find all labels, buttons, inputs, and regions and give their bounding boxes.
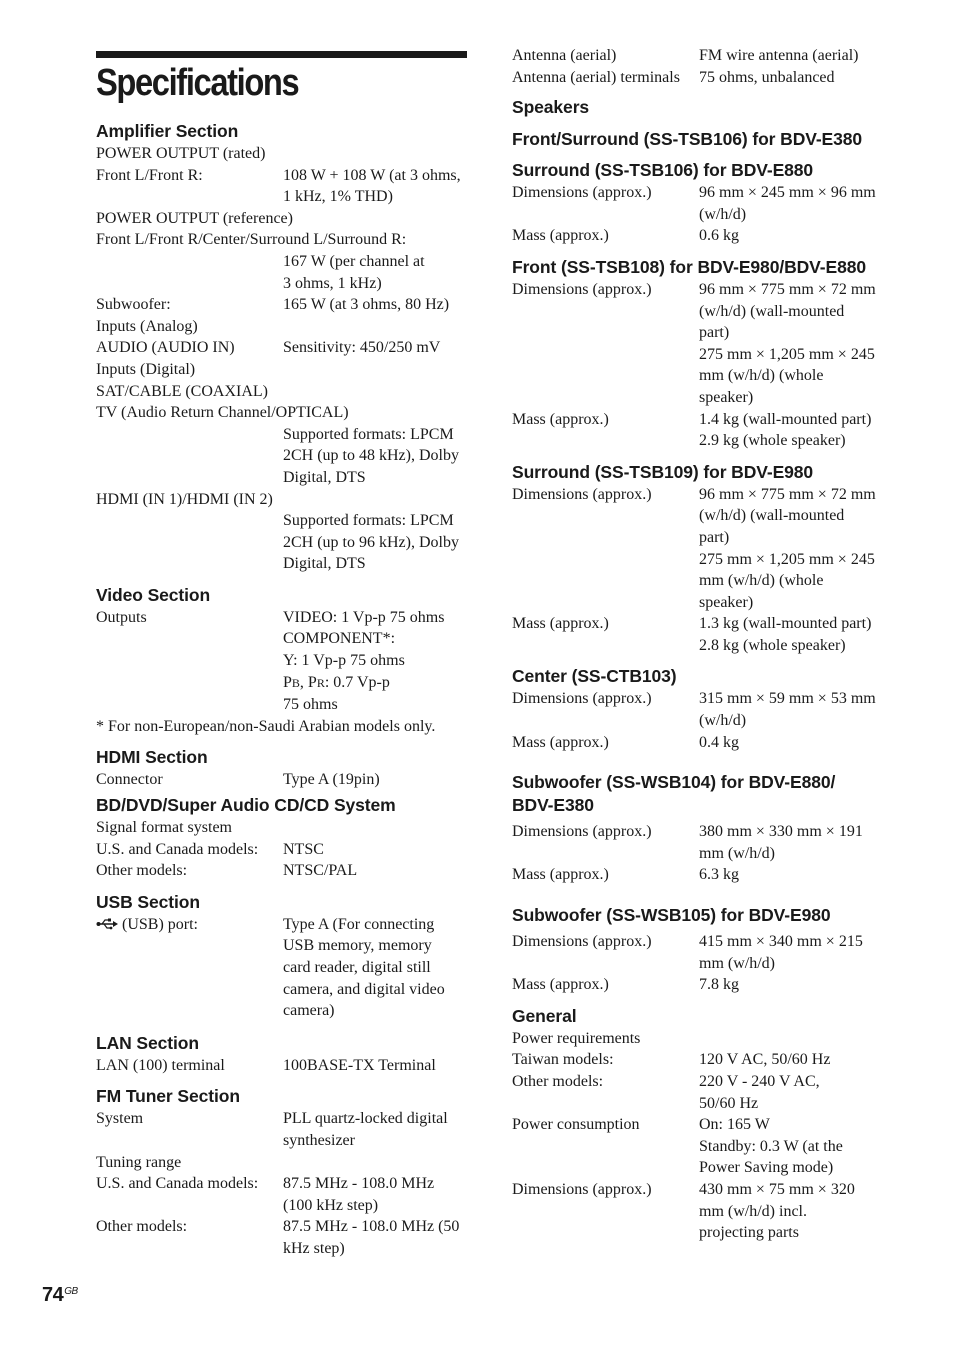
page-number-suffix: GB [64,1286,78,1297]
subwoofer-104-heading-cont: BDV-E380 [512,795,594,816]
spec-row-usb [96,914,468,936]
spec-value: VIDEO: 1 Vp-p 75 ohms [283,608,445,626]
spec-value-cont: camera) [283,1002,335,1020]
title-rule [96,51,467,58]
spec-label: Other models: [96,862,188,880]
spec-row-dimensions [512,688,892,710]
spec-label: U.S. and Canada models: [96,1175,259,1193]
spec-label: Outputs [96,608,147,626]
center-heading: Center (SS-CTB103) [512,666,677,687]
spec-label: AUDIO (AUDIO IN) [96,339,235,357]
spec-row-other-tuning [96,1216,468,1238]
bd-heading: BD/DVD/Super Audio CD/CD System [96,795,396,816]
video-heading: Video Section [96,584,211,605]
footnote: * For non-European/non-Saudi Arabian models only. [96,717,436,735]
surround-106-heading: Surround (SS-TSB106) for BDV-E880 [512,160,814,181]
inputs-analog: Inputs (Analog) [96,317,198,335]
spec-row-mass [512,613,892,635]
tuning-range: Tuning range [96,1153,182,1171]
spec-value: 165 W (at 3 ohms, 80 Hz) [283,296,450,314]
speakers-heading: Speakers [512,97,590,118]
spec-value: FM wire antenna (aerial) [699,47,859,64]
spec-row-lan [96,1055,468,1077]
spec-row-subwoofer [96,294,468,316]
spec-row-antenna [512,45,892,67]
front-surround-heading: Front/Surround (SS-TSB106) for BDV-E380 [512,129,863,150]
spec-value-cont: Digital, DTS [283,468,366,486]
spec-label: Other models: [512,1073,604,1090]
channels-label: Front L/Front R/Center/Surround L/Surround R: [96,231,407,249]
spec-label: Front L/Front R: [96,166,203,184]
spec-value-cont: (w/h/d) (wall-mounted [699,507,845,525]
spec-label: Dimensions (approx.) [512,690,652,708]
spec-value-cont: 1 kHz, 1% THD) [283,188,393,206]
spec-value-cont: 2CH (up to 48 kHz), Dolby [283,447,459,465]
spec-value: 100BASE-TX Terminal [283,1056,436,1074]
spec-label: Dimensions (approx.) [512,823,652,841]
spec-label: LAN (100) terminal [96,1056,225,1074]
spec-row-outputs [96,607,468,629]
spec-value: Type A (19pin) [283,771,380,789]
front-108-heading: Front (SS-TSB108) for BDV-E980/BDV-E880 [512,256,866,277]
power-output-reference: POWER OUTPUT (reference) [96,209,293,227]
fm-heading: FM Tuner Section [96,1086,240,1107]
spec-row-taiwan [512,1049,892,1071]
spec-row-dimensions [512,182,892,204]
spec-value: 108 W + 108 W (at 3 ohms, [283,166,461,184]
spec-value-cont: Digital, DTS [283,555,366,573]
spec-row-mass [512,409,892,431]
spec-value-cont: speaker) [699,388,754,406]
amplifier-heading: Amplifier Section [96,121,239,141]
spec-value: 0.4 kg [699,733,739,751]
signal-format: Signal format system [96,819,232,837]
spec-value-cont: (w/h/d) (wall-mounted [699,302,845,320]
page-number-value: 74 [42,1284,64,1306]
spec-row-mass [512,864,892,886]
spec-value: 1.3 kg (wall-mounted part) [699,615,872,633]
spec-row-front [96,165,468,187]
spec-value: 87.5 MHz - 108.0 MHz [283,1175,435,1193]
spec-value-cont: USB memory, memory [283,937,432,955]
pr-sub: R [316,675,325,690]
spec-value-cont: projecting parts [699,1224,799,1242]
spec-label: Connector [96,771,163,789]
spec-row-antenna-terminals [512,67,892,89]
spec-value-cont: mm (w/h/d) (whole [699,367,824,385]
spec-value-cont: 50/60 Hz [699,1094,759,1112]
spec-value-cont: 3 ohms, 1 kHz) [283,274,382,292]
spec-value: Type A (For connecting [283,915,435,933]
usb-icon [96,918,118,930]
spec-row-consumption [512,1114,892,1136]
spec-label: Power consumption [512,1116,640,1134]
spec-label: Mass (approx.) [512,615,609,633]
spec-value-cont: 2.8 kg (whole speaker) [699,636,846,654]
hdmi-heading: HDMI Section [96,747,208,768]
spec-value: 96 mm × 245 mm × 96 mm [699,184,876,202]
spec-value: NTSC [283,840,324,858]
spec-value-cont: Y: 1 Vp-p 75 ohms [283,652,405,670]
spec-row-dimensions [512,821,892,843]
hdmi-in: HDMI (IN 1)/HDMI (IN 2) [96,490,273,508]
spec-value-cont: Standby: 0.3 W (at the [699,1137,843,1155]
usb-heading: USB Section [96,891,200,912]
spec-row-dimensions [512,279,892,301]
subwoofer-104-heading: Subwoofer (SS-WSB104) for BDV-E880/ [512,772,836,793]
right-column [512,45,892,1244]
spec-value: 220 V - 240 V AC, [699,1073,820,1090]
spec-label: System [96,1110,144,1128]
spec-value: 75 ohms, unbalanced [699,68,835,86]
spec-value-cont: (100 kHz step) [283,1196,379,1214]
spec-value-cont: camera, and digital video [283,980,445,998]
spec-value-cont: mm (w/h/d) (whole [699,572,824,590]
spec-row-mass [512,732,892,754]
page-title: Specifications [96,62,299,104]
spec-label: Dimensions (approx.) [512,280,652,298]
subwoofer-105-heading: Subwoofer (SS-WSB105) for BDV-E980 [512,905,831,926]
left-column [96,120,468,1260]
spec-label: Mass (approx.) [512,866,609,884]
spec-value: 167 W (per channel at [283,252,425,270]
spec-value: 315 mm × 59 mm × 53 mm [699,690,876,708]
spec-value-cont: kHz step) [283,1239,345,1257]
spec-label: Dimensions (approx.) [512,933,652,951]
spec-value: Sensitivity: 450/250 mV [283,339,441,357]
spec-value-cont: 275 mm × 1,205 mm × 245 [699,345,875,363]
spec-value-cont: 2.9 kg (whole speaker) [699,432,846,450]
spec-label: Other models: [96,1218,188,1236]
spec-value: On: 165 W [699,1116,770,1134]
spec-value: PLL quartz-locked digital [283,1110,448,1128]
spec-row-other [96,860,468,882]
spec-value-cont: 275 mm × 1,205 mm × 245 [699,550,875,568]
usb-port-label: (USB) port: [122,915,198,933]
spec-row-dimensions [512,931,892,953]
spec-value-cont: mm (w/h/d) incl. [699,1202,807,1220]
spec-row-mass [512,974,892,996]
spec-label: Mass (approx.) [512,976,609,994]
inputs-digital: Inputs (Digital) [96,360,196,378]
spec-row-other-power [512,1071,892,1093]
spec-value-cont: mm (w/h/d) [699,844,775,862]
spec-label [96,914,283,936]
spec-value: 96 mm × 775 mm × 72 mm [699,485,876,503]
spec-value-cont [96,672,468,695]
spec-value: 1.4 kg (wall-mounted part) [699,410,872,428]
spec-label: Mass (approx.) [512,410,609,428]
power-requirements: Power requirements [512,1029,641,1047]
spec-value-cont: mm (w/h/d) [699,954,775,972]
spec-value-cont: COMPONENT*: [283,630,396,648]
spec-label: Dimensions (approx.) [512,184,652,202]
spec-value-cont: Power Saving mode) [699,1159,834,1177]
spec-label: Mass (approx.) [512,227,609,245]
general-heading: General [512,1005,577,1026]
spec-value-cont: speaker) [699,593,754,611]
spec-label: U.S. and Canada models: [96,840,259,858]
spec-label: Dimensions (approx.) [512,485,652,503]
spec-value: 380 mm × 330 mm × 191 [699,823,863,841]
pb-sub: B [291,675,300,690]
surround-109-heading: Surround (SS-TSB109) for BDV-E980 [512,461,814,482]
spec-row-dimensions [512,1179,892,1201]
spec-value-cont: part) [699,324,730,342]
spec-row-system [96,1108,468,1130]
spec-value-cont: part) [699,528,730,546]
spec-value-cont: (w/h/d) [699,712,747,730]
spec-row-dimensions [512,484,892,506]
power-output-rated: POWER OUTPUT (rated) [96,145,266,162]
sat-cable: SAT/CABLE (COAXIAL) [96,382,268,400]
spec-value: 96 mm × 775 mm × 72 mm [699,280,876,298]
spec-row-us-tuning [96,1173,468,1195]
spec-label: Mass (approx.) [512,733,609,751]
lan-heading: LAN Section [96,1032,199,1053]
spec-label: Antenna (aerial) [512,47,617,64]
spec-value: 6.3 kg [699,866,739,884]
page-number [42,1284,78,1307]
spec-value-cont: 2CH (up to 96 kHz), Dolby [283,533,459,551]
spec-row-mass [512,225,892,247]
spec-value: 120 V AC, 50/60 Hz [699,1051,831,1069]
spec-row-connector [96,769,468,791]
spec-value-cont: synthesizer [283,1131,355,1149]
spec-label: Dimensions (approx.) [512,1180,652,1198]
spec-label: Antenna (aerial) terminals [512,68,680,86]
pr-sep: , P [299,673,317,691]
spec-value-cont: card reader, digital still [283,959,431,976]
spec-value: NTSC/PAL [283,862,358,880]
spec-value: 87.5 MHz - 108.0 MHz (50 [283,1218,460,1236]
spec-value: 7.8 kg [699,976,739,994]
pb-p: P [283,673,292,691]
spec-label: Subwoofer: [96,296,171,314]
spec-value: Supported formats: LPCM [283,425,454,443]
spec-label: Taiwan models: [512,1051,614,1069]
spec-value-cont: 75 ohms [283,696,338,714]
pbpr-rest: : 0.7 Vp-p [324,673,390,691]
spec-value: 415 mm × 340 mm × 215 [699,933,863,951]
tv-arc: TV (Audio Return Channel/OPTICAL) [96,404,349,422]
spec-value-cont: (w/h/d) [699,205,747,223]
spec-value: Supported formats: LPCM [283,512,454,530]
spec-row-us [96,839,468,861]
spec-value: 0.6 kg [699,227,739,245]
spec-value: 430 mm × 75 mm × 320 [699,1180,855,1198]
spec-row-audio [96,337,468,359]
